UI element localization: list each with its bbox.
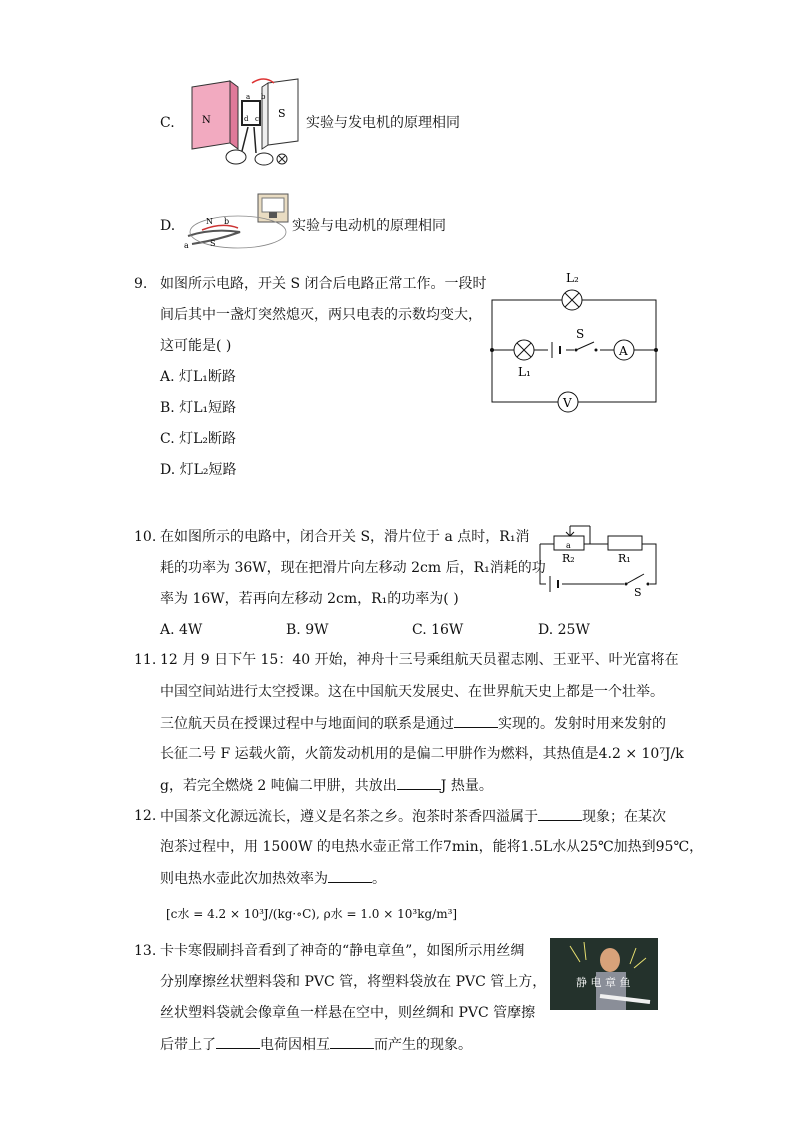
q13-number: 13.: [134, 943, 157, 959]
q8-option-d: [160, 192, 480, 254]
q11-blank-2: [397, 775, 441, 790]
q10-option-c: C. 16W: [412, 622, 464, 638]
q10-line-1: 在如图所示的电路中，闭合开关 S，滑片位于 a 点时，R₁消: [160, 529, 530, 545]
q11-line-1: 12 月 9 日下午 15：40 开始，神舟十三号乘组航天员翟志刚、王亚平、叶光富将在: [160, 652, 679, 668]
resistor-r1-label: R₁: [618, 552, 631, 565]
q8-option-c: [160, 75, 480, 180]
q11-line-3-part-b: 实现的。发射时用来发射的: [498, 716, 666, 732]
motor-n-label: N: [206, 217, 213, 226]
q10-number: 10.: [134, 529, 157, 545]
magnet-s-label: S: [278, 107, 286, 120]
motor-experiment-figure: [182, 192, 294, 252]
q11-line-5-part-a: g，若完全燃烧 2 吨偏二甲肼，共放出: [160, 778, 397, 794]
q12-line-2: 泡茶过程中，用 1500W 的电热水壶正常工作7min，能将1.5L水从25℃加热到95℃，: [160, 839, 704, 855]
q11-line-2: 中国空间站进行太空授课。这在中国航天发展史、在世界航天史上都是一个壮举。: [160, 684, 664, 700]
q13-line-2: 分别摩擦丝状塑料袋和 PVC 管，将塑料袋放在 PVC 管上方，: [160, 974, 547, 990]
q10-option-a: A. 4W: [160, 622, 203, 638]
photo-caption: 静 电 章 鱼: [576, 976, 631, 989]
q13-line-4-part-c: 而产生的现象。: [374, 1037, 472, 1053]
q9-option-d: D. 灯L₂短路: [160, 462, 237, 478]
q12-line-3-part-b: 。: [372, 871, 386, 887]
q11-blank-1: [454, 713, 498, 728]
q12-line-3: [160, 868, 386, 889]
q11-number: 11.: [134, 652, 157, 668]
q13-line-4: [160, 1034, 472, 1055]
q12-line-3-part-a: 则电热水壶此次加热效率为: [160, 871, 328, 887]
magnet-n-label: N: [202, 115, 211, 126]
q9-option-b: B. 灯L₁短路: [160, 400, 237, 416]
q13-blank-1: [216, 1034, 260, 1049]
q13-line-4-part-b: 电荷因相互: [260, 1037, 330, 1053]
lamp-l2-label: L₂: [566, 271, 579, 285]
voltmeter-label: V: [563, 396, 572, 410]
q12-formula: [c水 = 4.2 × 10³J/(kg·∘C), ρ水 = 1.0 × 10³kg/m³]: [166, 907, 458, 921]
slider-a-label: a: [566, 541, 571, 550]
coil-a-label: a: [246, 93, 251, 101]
switch-s-label: S: [576, 327, 585, 341]
q13-blank-2: [330, 1034, 374, 1049]
ammeter-label: A: [619, 344, 628, 358]
motor-s-label: S: [210, 239, 216, 248]
q10-line-3: 率为 16W，若再向左移动 2cm，R₁的功率为( ): [160, 591, 459, 607]
q12-number: 12.: [134, 808, 157, 824]
coil-b-label: b: [261, 93, 266, 101]
q8-optd-text: 实验与电动机的原理相同: [292, 218, 446, 234]
q9-circuit-diagram: [488, 266, 660, 416]
motor-b-label: b: [224, 217, 230, 226]
q8-optc-text: 实验与发电机的原理相同: [306, 115, 460, 131]
q11-line-5-part-b: J 热量。: [440, 778, 493, 794]
q12-line-1-part-b: 现象；在某次: [582, 809, 666, 825]
static-octopus-photo: [550, 938, 658, 1010]
resistor-r2-label: R₂: [562, 552, 575, 565]
q9-line-3: 这可能是( ): [160, 338, 232, 354]
q11-line-3-part-a: 三位航天员在授课过程中与地面间的联系是通过: [160, 716, 454, 732]
coil-d-label: d: [244, 115, 249, 123]
q10-switch-label: S: [634, 586, 642, 596]
q9-line-1: 如图所示电路，开关 S 闭合后电路正常工作。一段时: [160, 276, 487, 292]
q10-option-d: D. 25W: [538, 622, 590, 638]
q12-line-1-part-a: 中国茶文化源远流长，遵义是名茶之乡。泡茶时茶香四溢属于: [160, 809, 538, 825]
q9-line-2: 间后其中一盏灯突然熄灭，两只电表的示数均变大，: [160, 307, 482, 323]
q11-line-3: [160, 713, 666, 734]
coil-c-label: c: [255, 115, 259, 123]
q9-number: 9.: [134, 276, 148, 292]
q10-line-2: 耗的功率为 36W，现在把滑片向左移动 2cm 后，R₁消耗的功: [160, 560, 546, 576]
q11-line-5: [160, 775, 493, 796]
motor-a-label: a: [184, 241, 189, 250]
generator-experiment-figure: [182, 75, 306, 177]
q13-line-1: 卡卡寒假刷抖音看到了神奇的“静电章鱼”，如图所示用丝绸: [160, 943, 525, 959]
q9-option-c: C. 灯L₂断路: [160, 431, 237, 447]
q13-line-3: 丝状塑料袋就会像章鱼一样悬在空中，则丝绸和 PVC 管摩擦: [160, 1005, 536, 1021]
q13-line-4-part-a: 后带上了: [160, 1037, 216, 1053]
q12-line-1: [160, 806, 666, 827]
q9-option-a: A. 灯L₁断路: [160, 369, 236, 385]
q11-line-4: 长征二号 F 运载火箭，火箭发动机用的是偏二甲肼作为燃料，其热值是4.2 × 10⁷J/k: [160, 746, 684, 762]
q10-circuit-diagram: [536, 520, 660, 596]
q12-blank-1: [538, 806, 582, 821]
lamp-l1-label: L₁: [518, 365, 531, 379]
q12-blank-2: [328, 868, 372, 883]
q10-option-b: B. 9W: [286, 622, 329, 638]
q8-optd-letter: D.: [160, 218, 176, 234]
q8-optc-letter: C.: [160, 115, 175, 131]
